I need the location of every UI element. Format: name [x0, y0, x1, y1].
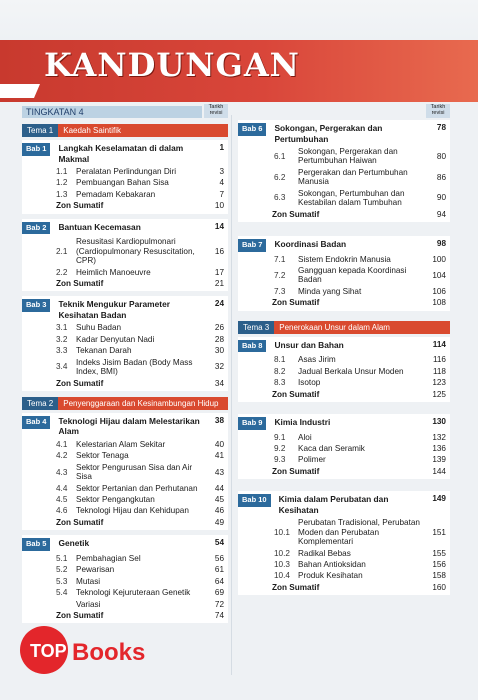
chapter-block	[238, 414, 450, 479]
zon-sumatif-page: 74	[214, 611, 224, 621]
section-title: Pewarisan	[76, 565, 115, 575]
chapter-block	[238, 491, 450, 595]
section-page: 104	[432, 270, 446, 280]
tarikh-header-right	[238, 102, 450, 118]
chapter-title: Teknologi Hijau dalam Melestarikan Alam	[58, 415, 200, 437]
section-number: 4.3	[56, 467, 68, 477]
chapter-page: 130	[432, 417, 446, 426]
tingkatan-header	[22, 102, 228, 118]
zon-sumatif-row[interactable]	[22, 278, 228, 289]
section-title: Sokongan, Pertumbuhan dan Kestabilan dalam Tumbuhan	[298, 188, 405, 208]
chapter-number: Bab 8	[238, 340, 266, 353]
chapter-number: Bab 3	[22, 299, 50, 312]
section-row[interactable]	[238, 377, 450, 388]
section-row[interactable]	[22, 189, 228, 200]
section-title: Sektor Pengurusan Sisa dan Air Sisa	[76, 462, 193, 482]
chapter-title: Teknik Mengukur Parameter Kesihatan Badan	[58, 299, 170, 320]
section-number: 5.1	[56, 553, 68, 563]
section-page: 118	[432, 366, 446, 376]
section-page: 100	[432, 254, 446, 264]
section-title: Sektor Pertanian dan Perhutanan	[76, 483, 198, 493]
section-row[interactable]	[22, 439, 228, 450]
section-row[interactable]	[22, 357, 228, 378]
section-page: 26	[214, 323, 224, 333]
section-row[interactable]	[238, 443, 450, 454]
section-row[interactable]	[22, 345, 228, 356]
section-title: Kelestarian Alam Sekitar	[76, 439, 166, 449]
section-title: Minda yang Sihat	[298, 286, 362, 296]
tema-header	[22, 397, 228, 410]
tema-header	[22, 124, 228, 137]
chapter-heading[interactable]	[22, 535, 228, 553]
section-title: Teknologi Hijau dan Kehidupan	[76, 506, 189, 516]
zon-sumatif-label: Zon Sumatif	[272, 389, 320, 399]
section-number: 4.4	[56, 483, 68, 493]
zon-sumatif-row[interactable]	[238, 389, 450, 400]
section-title: Sektor Pengangkutan	[76, 495, 155, 505]
chapter-title: Unsur dan Bahan	[274, 339, 344, 350]
section-page: 132	[432, 432, 446, 442]
zon-sumatif-label: Zon Sumatif	[56, 378, 104, 388]
chapter-title: Koordinasi Badan	[274, 238, 347, 249]
section-row[interactable]	[238, 265, 450, 286]
section-page: 90	[436, 193, 446, 203]
zon-sumatif-page: 144	[432, 466, 446, 476]
chapter-number: Bab 7	[238, 239, 266, 252]
section-title: Kaca dan Seramik	[298, 444, 365, 454]
section-title: Tekanan Darah	[76, 346, 132, 356]
chapter-heading[interactable]	[238, 236, 450, 254]
left-column	[22, 102, 228, 628]
section-number: 8.1	[274, 355, 286, 365]
section-row[interactable]	[238, 570, 450, 581]
section-title: Pergerakan dan Pertumbuhan Manusia	[298, 167, 408, 187]
section-number: 2.2	[56, 267, 68, 277]
section-page: 32	[214, 362, 224, 372]
section-title: Asas Jirim	[298, 355, 336, 365]
section-number: 9.1	[274, 432, 286, 442]
section-page: 156	[432, 560, 446, 569]
section-row[interactable]	[22, 576, 228, 587]
zon-sumatif-row[interactable]	[22, 378, 228, 389]
topbooks-watermark-logo	[18, 620, 198, 680]
section-number: 9.3	[274, 455, 286, 465]
section-title: Pembuangan Bahan Sisa	[76, 178, 169, 188]
section-page: 123	[432, 378, 446, 388]
section-number: 5.2	[56, 565, 68, 575]
zon-sumatif-label: Zon Sumatif	[56, 517, 104, 527]
section-row[interactable]	[22, 322, 228, 333]
section-title: Heimlich Manoeuvre	[76, 267, 151, 277]
section-number: 10.2	[274, 548, 290, 558]
section-page: 64	[214, 576, 224, 586]
right-column	[238, 102, 450, 600]
section-row[interactable]	[238, 432, 450, 443]
chapter-heading[interactable]	[238, 491, 450, 517]
chapter-title: Langkah Keselamatan di dalam Makmal	[58, 143, 184, 164]
tema-label: Tema 1	[22, 124, 58, 137]
section-number: 7.3	[274, 286, 286, 296]
section-row[interactable]	[238, 286, 450, 297]
section-number: 6.3	[274, 193, 286, 203]
section-title: Bahan Antioksidan	[298, 560, 366, 569]
section-title: Radikal Bebas	[298, 548, 351, 558]
zon-sumatif-page: 125	[432, 389, 446, 399]
chapter-title: Kimia Industri	[274, 417, 331, 427]
chapter-title: Bantuan Kecemasan	[58, 221, 141, 232]
section-row[interactable]	[22, 450, 228, 461]
zon-sumatif-label: Zon Sumatif	[56, 201, 104, 211]
section-row[interactable]	[238, 354, 450, 365]
chapter-block	[238, 236, 450, 311]
banner-notch	[0, 84, 40, 98]
chapter-block	[238, 120, 450, 222]
section-row[interactable]	[238, 254, 450, 265]
section-row[interactable]	[22, 236, 228, 266]
section-number: 6.1	[274, 151, 286, 161]
chapter-page: 114	[432, 339, 446, 349]
page-title: KANDUNGAN	[44, 46, 300, 84]
section-number: 3.1	[56, 323, 68, 333]
chapter-page: 98	[436, 238, 446, 248]
section-page: 86	[436, 172, 446, 182]
section-page: 17	[214, 267, 224, 277]
zon-sumatif-row[interactable]	[238, 297, 450, 308]
section-number: 3.4	[56, 362, 68, 372]
section-row[interactable]	[238, 167, 450, 188]
section-number: 4.1	[56, 439, 68, 449]
section-title: Produk Kesihatan	[298, 571, 363, 581]
section-page: 106	[432, 286, 446, 296]
section-title: Variasi	[76, 599, 101, 609]
section-page: 61	[214, 565, 224, 575]
section-row[interactable]	[238, 548, 450, 559]
section-row[interactable]	[22, 166, 228, 177]
section-title: Pembahagian Sel	[76, 553, 141, 563]
zon-sumatif-label: Zon Sumatif	[272, 466, 320, 476]
section-title: Suhu Badan	[76, 323, 122, 333]
section-title: Resusitasi Kardiopulmonari (Cardiopulmonary Resuscitation, CPR)	[76, 237, 195, 266]
section-number: 9.2	[274, 444, 286, 454]
section-title: Sistem Endokrin Manusia	[298, 254, 391, 264]
zon-sumatif-label: Zon Sumatif	[272, 582, 320, 592]
chapter-page: 1	[219, 143, 224, 152]
section-number: 4.6	[56, 506, 68, 516]
chapter-heading[interactable]	[22, 413, 228, 439]
chapter-block	[22, 219, 228, 292]
section-title: Peralatan Perlindungan Diri	[76, 167, 177, 176]
chapter-heading[interactable]	[22, 140, 228, 166]
section-page: 56	[214, 553, 224, 563]
section-row[interactable]	[22, 462, 228, 483]
zon-sumatif-page: 94	[436, 209, 446, 219]
section-row[interactable]	[238, 188, 450, 209]
zon-sumatif-page: 160	[432, 582, 446, 592]
section-title: Teknologi Kejuruteraan Genetik	[76, 588, 191, 598]
section-number: 6.2	[274, 172, 286, 182]
section-page: 46	[214, 506, 224, 516]
column-divider	[231, 115, 232, 675]
section-row[interactable]	[238, 517, 450, 547]
logo-books-text: Books	[72, 639, 146, 666]
section-row[interactable]	[22, 505, 228, 516]
zon-sumatif-page: 21	[214, 279, 224, 288]
section-title: Sokongan, Pergerakan dan Pertumbuhan Haiwan	[298, 147, 398, 166]
tema-title: Penerokaan Unsur dalam Alam	[274, 321, 450, 334]
zon-sumatif-label: Zon Sumatif	[272, 298, 320, 308]
section-page: 44	[214, 483, 224, 493]
section-number: 4.2	[56, 451, 68, 461]
section-number: 10.1	[274, 527, 290, 537]
section-row[interactable]	[22, 267, 228, 278]
section-number: 1.3	[56, 189, 68, 199]
zon-sumatif-label: Zon Sumatif	[56, 611, 104, 621]
section-number: 7.1	[274, 254, 286, 264]
chapter-number: Bab 5	[22, 538, 50, 551]
section-page: 3	[219, 167, 224, 176]
chapter-block	[22, 535, 228, 623]
chapter-page: 38	[214, 415, 224, 425]
zon-sumatif-row[interactable]	[22, 517, 228, 528]
section-title: Gangguan kepada Koordinasi Badan	[298, 266, 407, 285]
section-title: Polimer	[298, 455, 326, 465]
zon-sumatif-page: 108	[432, 298, 446, 308]
section-title: Kadar Denyutan Nadi	[76, 334, 155, 344]
chapter-title: Genetik	[58, 538, 90, 549]
section-row[interactable]	[238, 454, 450, 465]
chapter-page: 54	[214, 538, 224, 548]
zon-sumatif-page: 34	[214, 378, 224, 388]
section-row[interactable]	[238, 146, 450, 167]
section-row[interactable]	[22, 483, 228, 494]
section-number: 4.5	[56, 495, 68, 505]
chapter-page: 14	[214, 221, 224, 231]
chapter-heading[interactable]	[238, 414, 450, 432]
section-title: Isotop	[298, 378, 321, 388]
section-title: Mutasi	[76, 576, 101, 586]
chapter-number: Bab 10	[238, 494, 271, 507]
tingkatan-label: TINGKATAN 4	[22, 106, 202, 118]
section-page: 4	[219, 178, 224, 188]
section-page: 28	[214, 334, 224, 344]
chapter-title: Sokongan, Pergerakan dan Pertumbuhan	[274, 123, 383, 144]
tema-title: Kaedah Saintifik	[58, 124, 228, 137]
section-number: 3.2	[56, 334, 68, 344]
section-row[interactable]	[22, 334, 228, 345]
zon-sumatif-label: Zon Sumatif	[56, 279, 104, 288]
section-title: Jadual Berkala Unsur Moden	[298, 366, 404, 376]
zon-sumatif-row[interactable]	[238, 582, 450, 593]
logo-top-text: TOP	[30, 641, 67, 661]
section-page: 69	[214, 588, 224, 598]
section-page: 155	[432, 548, 446, 558]
section-row[interactable]	[22, 587, 228, 598]
section-number: 5.4	[56, 588, 68, 598]
chapter-heading[interactable]	[22, 296, 228, 322]
chapter-number: Bab 9	[238, 417, 266, 430]
section-page: 72	[214, 599, 224, 609]
section-page: 151	[432, 527, 446, 537]
tarikh-revisi-label-right: Tarikh revisi	[426, 104, 450, 118]
chapter-heading[interactable]	[22, 219, 228, 237]
section-row[interactable]	[22, 564, 228, 575]
zon-sumatif-label: Zon Sumatif	[272, 209, 320, 219]
chapter-heading[interactable]	[238, 120, 450, 146]
section-row[interactable]	[22, 177, 228, 188]
section-page: 41	[214, 451, 224, 461]
section-page: 16	[214, 246, 224, 256]
chapter-title: Kimia dalam Perubatan dan Kesihatan	[278, 494, 389, 515]
tema-label: Tema 2	[22, 397, 58, 410]
section-page: 45	[214, 495, 224, 505]
section-number: 5.3	[56, 576, 68, 586]
zon-sumatif-row[interactable]	[22, 200, 228, 211]
chapter-number: Bab 6	[238, 123, 266, 136]
section-number: 3.3	[56, 346, 68, 356]
section-page: 136	[432, 444, 446, 454]
tarikh-revisi-label: Tarikh revisi	[204, 104, 228, 118]
section-row[interactable]	[22, 553, 228, 564]
chapter-block	[22, 296, 228, 391]
chapter-block	[22, 140, 228, 214]
section-page: 158	[432, 571, 446, 581]
chapter-number: Bab 2	[22, 222, 50, 235]
chapter-page: 24	[214, 299, 224, 309]
section-page: 139	[432, 455, 446, 465]
tema-label: Tema 3	[238, 321, 274, 334]
section-title: Aloi	[298, 432, 312, 442]
section-row[interactable]	[22, 494, 228, 505]
section-row[interactable]	[22, 599, 228, 610]
chapter-page: 78	[436, 123, 446, 132]
zon-sumatif-page: 10	[214, 201, 224, 211]
section-title: Sektor Tenaga	[76, 451, 129, 461]
section-number: 10.3	[274, 560, 290, 569]
section-page: 43	[214, 467, 224, 477]
section-title: Pemadam Kebakaran	[76, 189, 156, 199]
chapter-heading[interactable]	[238, 337, 450, 355]
section-page: 116	[432, 355, 446, 365]
chapter-block	[238, 337, 450, 402]
section-number: 1.2	[56, 178, 68, 188]
section-page: 30	[214, 346, 224, 356]
chapter-number: Bab 4	[22, 416, 50, 429]
section-title: Perubatan Tradisional, Perubatan Moden dan Perubatan Komplementari	[298, 518, 420, 547]
section-page: 80	[436, 151, 446, 161]
zon-sumatif-page: 49	[214, 517, 224, 527]
section-number: 7.2	[274, 270, 286, 280]
chapter-block	[22, 413, 228, 530]
zon-sumatif-row[interactable]	[238, 466, 450, 477]
chapter-number: Bab 1	[22, 143, 50, 156]
zon-sumatif-row[interactable]	[238, 209, 450, 220]
section-number: 2.1	[56, 246, 68, 256]
section-page: 7	[219, 189, 224, 199]
tema-title: Penyenggaraan dan Kesinambungan Hidup	[58, 397, 228, 410]
section-number: 1.1	[56, 167, 68, 176]
chapter-page: 149	[432, 494, 446, 504]
tema-header	[238, 321, 450, 334]
section-number: 8.3	[274, 378, 286, 388]
section-page: 40	[214, 439, 224, 449]
section-number: 10.4	[274, 571, 290, 581]
section-number: 8.2	[274, 366, 286, 376]
section-row[interactable]	[238, 559, 450, 570]
section-title: Indeks Jisim Badan (Body Mass Index, BMI)	[76, 357, 193, 377]
section-row[interactable]	[238, 366, 450, 377]
